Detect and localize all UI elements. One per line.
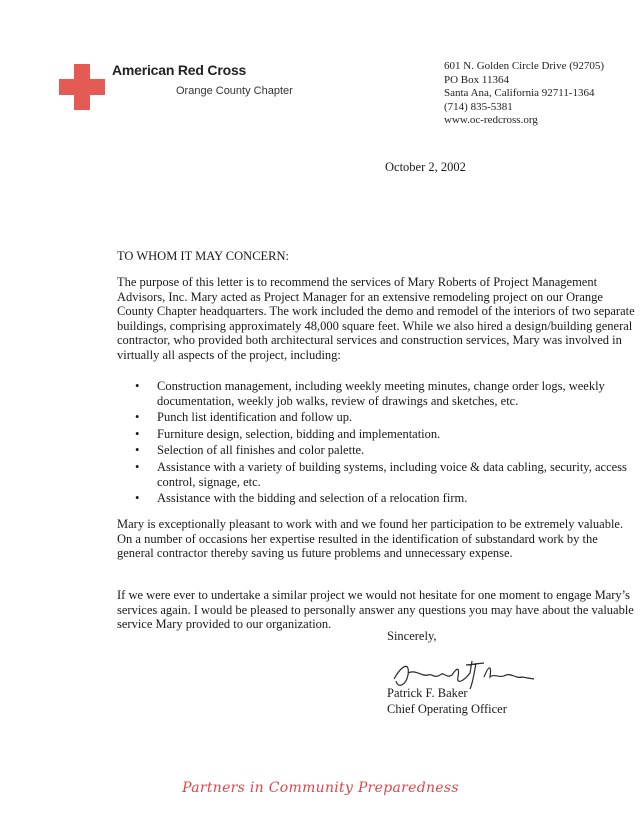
list-item bbox=[117, 379, 637, 408]
list-item-text: Assistance with a variety of building systems, including voice & data cabling, security, access control, signage, etc. bbox=[157, 459, 627, 489]
letter-date: October 2, 2002 bbox=[385, 160, 466, 174]
address-website: www.oc-redcross.org bbox=[444, 114, 538, 126]
bullet-icon: • bbox=[135, 379, 140, 393]
address-phone: (714) 835-5381 bbox=[444, 100, 513, 113]
footer-tagline: Partners in Community Preparedness bbox=[182, 780, 459, 796]
responsibilities-list bbox=[117, 379, 637, 508]
bullet-icon: • bbox=[135, 410, 140, 425]
signer-name: Patrick F. Baker bbox=[387, 686, 468, 700]
list-item-text: Selection of all finishes and color palette. bbox=[157, 443, 365, 458]
organization-name: American Red Cross bbox=[112, 62, 247, 78]
paragraph-evaluation: Mary is exceptionally pleasant to work with and we found her participation to be extremely valuable. On a number of occasions her expertise resulted in the identification of substandard work by the general contractor thereby saving us future problems and unnecessary expense. bbox=[117, 517, 624, 561]
address-po-box: PO Box 11364 bbox=[444, 73, 509, 86]
list-item bbox=[117, 427, 637, 442]
chapter-name: Orange County Chapter bbox=[176, 85, 293, 97]
bullet-icon: • bbox=[135, 491, 140, 506]
closing: Sincerely, bbox=[387, 629, 437, 643]
signer-title: Chief Operating Officer bbox=[387, 702, 507, 716]
list-item bbox=[117, 443, 637, 458]
address-city: Santa Ana, California 92711-1364 bbox=[444, 87, 595, 99]
bullet-icon: • bbox=[135, 443, 140, 458]
signer-block bbox=[387, 685, 507, 717]
address-block bbox=[444, 60, 604, 128]
list-item bbox=[117, 491, 637, 506]
list-item-text: Furniture design, selection, bidding and implementation. bbox=[157, 426, 441, 441]
paragraph-endorsement: If we were ever to undertake a similar project we would not hesitate for one moment to engage Mary’s services again. I would be pleased to personally answer any questions you may have about the valuable service Mary provided to our organization. bbox=[117, 588, 634, 632]
paragraph-intro: The purpose of this letter is to recommend the services of Mary Roberts of Project Management Advisors, Inc. Mary acted as Project Manager for an extensive remodeling project on our Orange County Chapter headquarters. The work included the demo and remodel of the interiors of two separate buildings, comprising approximately 48,000 square feet. While we also hired a design/building general contractor, who provided both architectural services and construction services, Mary was involved in virtually all aspects of the project, including: bbox=[117, 275, 635, 362]
bullet-icon: • bbox=[135, 426, 140, 441]
list-item-text: Construction management, including weekly meeting minutes, change order logs, weekly documentation, weekly job walks, review of drawings and sketches, etc. bbox=[157, 379, 605, 408]
salutation: TO WHOM IT MAY CONCERN: bbox=[117, 249, 290, 263]
red-cross-icon bbox=[59, 64, 105, 110]
list-item bbox=[117, 410, 637, 425]
bullet-icon: • bbox=[135, 459, 140, 474]
list-item-text: Punch list identification and follow up. bbox=[157, 410, 353, 425]
list-item bbox=[117, 460, 637, 489]
address-street: 601 N. Golden Circle Drive (92705) bbox=[444, 60, 605, 72]
list-item-text: Assistance with the bidding and selection of a relocation firm. bbox=[157, 491, 468, 506]
